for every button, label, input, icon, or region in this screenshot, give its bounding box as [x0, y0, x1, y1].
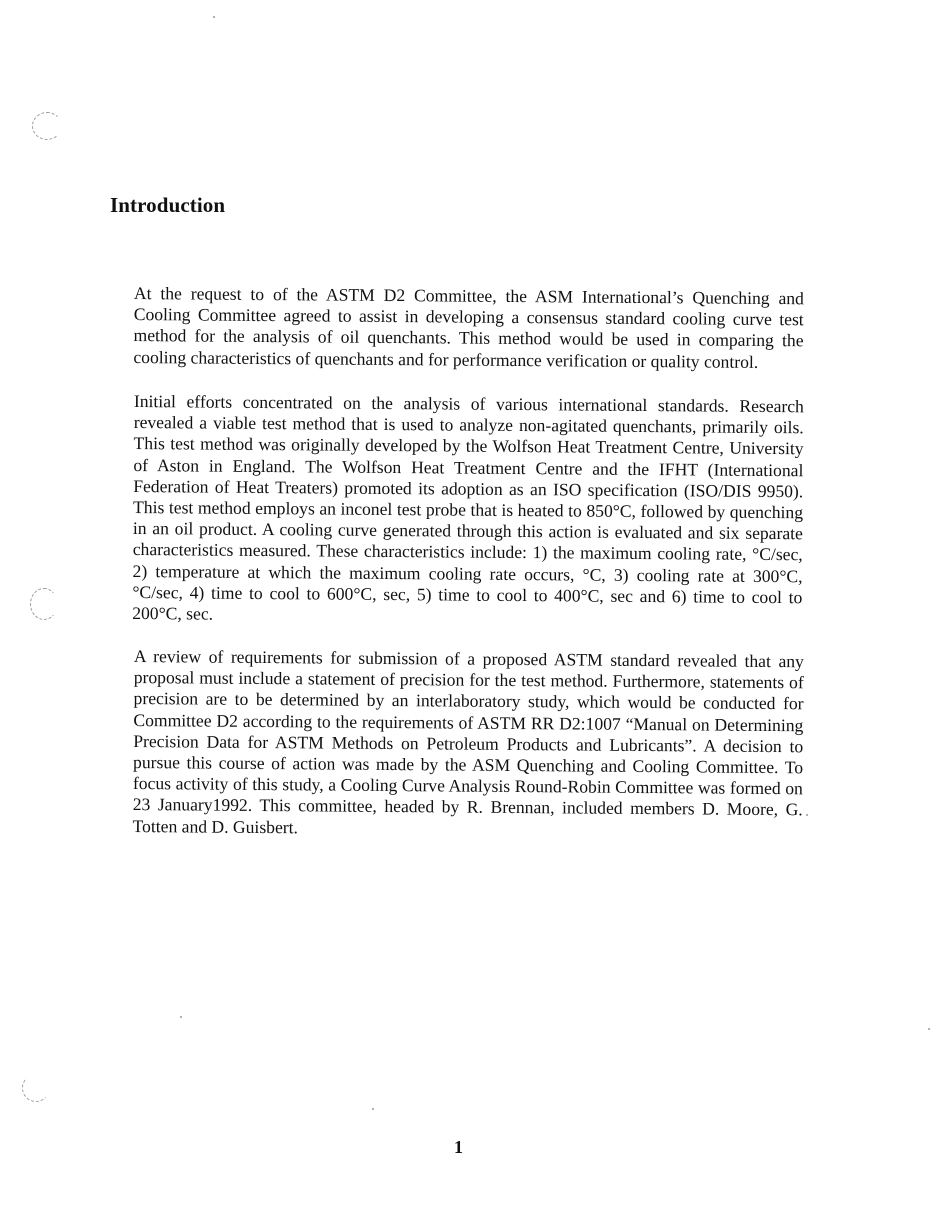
- scan-speck: [372, 1108, 374, 1110]
- paragraph-initial-efforts: Initial efforts concentrated on the analysis of various international standards. Research revealed a viable test method that is used to analyze non-agitated quenchants, primarily oils. This test method was originally developed by the Wolfson Heat Treatment Centre, University of Aston in England. The Wolfson Heat Treatment Centre and the IFHT (International Federation of Heat Treaters) promoted its adoption as an ISO specification (ISO/DIS 9950). This test method employs an inconel test probe that is heated to 850°C, followed by quenching in an oil product. A cooling curve generated through this action is evaluated and six separate characteristics measured. These characteristics include: 1) the maximum cooling rate, °C/sec, 2) temperature at which the maximum cooling rate occurs, °C, 3) cooling rate at 300°C, °C/sec, 4) time to cool to 600°C, sec, 5) time to cool to 400°C, sec and 6) time to cool to 200°C, sec.: [132, 390, 804, 624]
- scan-speck: [213, 16, 215, 18]
- scan-speck: [180, 1016, 182, 1018]
- section-heading: Introduction: [110, 193, 226, 217]
- punch-hole-mark: [32, 112, 62, 140]
- punch-hole-mark: [22, 1074, 50, 1102]
- paragraph-review-requirements: A review of requirements for submission of a proposed ASTM standard revealed that any proposal must include a statement of precision for the test method. Furthermore, statements of precision are to be determined by an interlaboratory study, which would be conducted for Committee D2 according to the requirements of ASTM RR D2:1007 “Manual on Determining Precision Data for ASTM Methods on Petroleum Products and Lubricants”. A decision to pursue this course of action was made by the ASM Quenching and Cooling Committee. To focus activity of this study, a Cooling Curve Analysis Round-Robin Committee was formed on 23 January1992. This committee, headed by R. Brennan, included members D. Moore, G. Totten and D. Guisbert.: [132, 645, 804, 837]
- page-number: 1: [454, 1137, 463, 1157]
- paragraph-intro-request: At the request to of the ASTM D2 Committee, the ASM International’s Quenching and Cooling Committee agreed to assist in developing a consensus standard cooling curve test method for the analysis of oil quenchants. This method would be used in comparing the cooling characteristics of quenchants and for performance verification or quality control.: [133, 282, 804, 372]
- scan-speck: [928, 1028, 930, 1030]
- scan-speck: [806, 814, 808, 816]
- punch-hole-mark: [30, 588, 58, 620]
